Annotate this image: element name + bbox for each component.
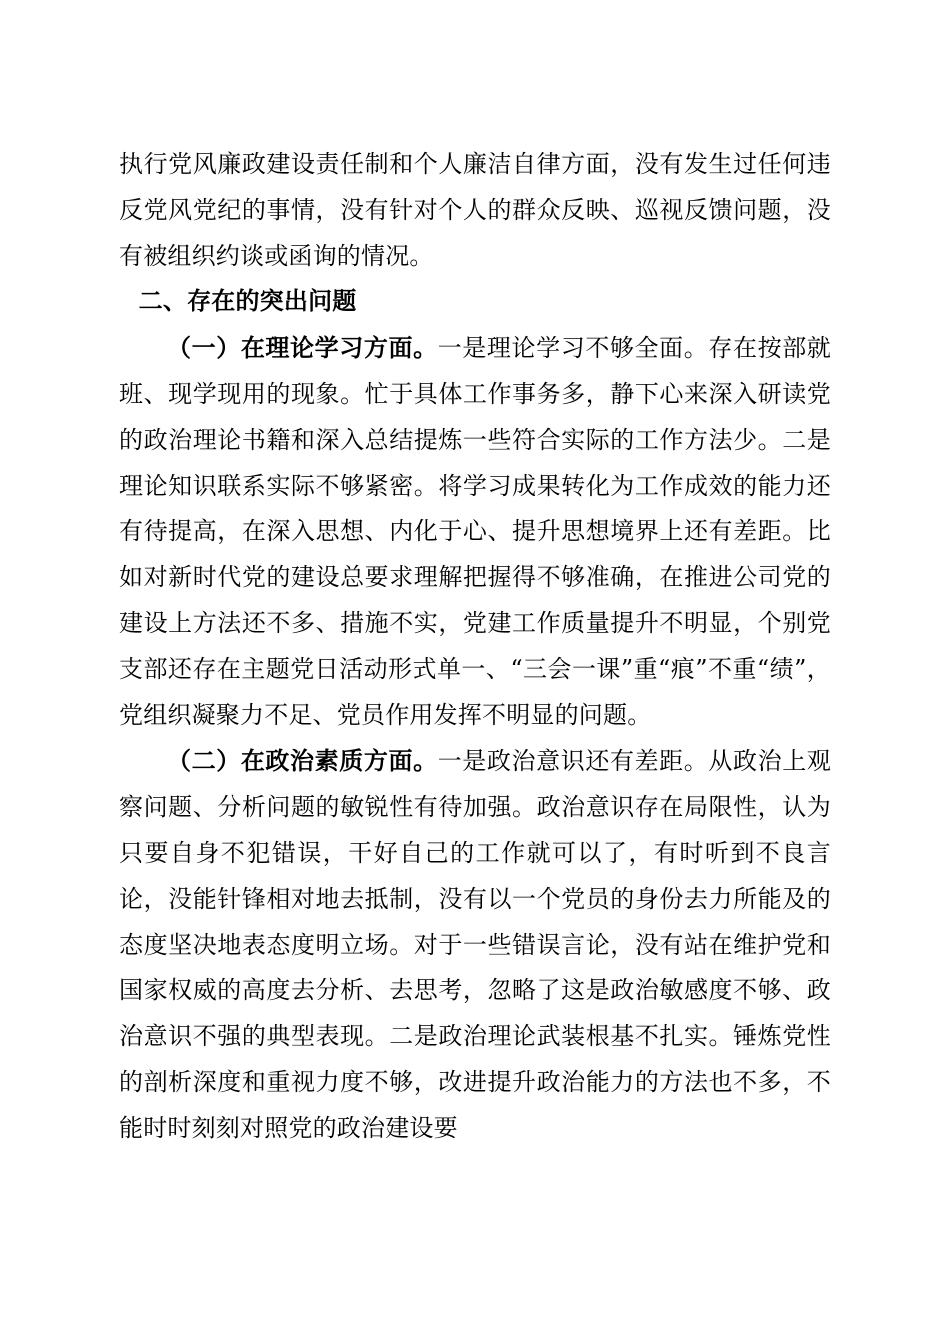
section-2-paragraph xyxy=(119,738,831,1151)
section-1-lead: （一）在理论学习方面。 xyxy=(167,333,438,363)
section-1-body: 一是理论学习不够全面。存在按部就班、现学现用的现象。忙于具体工作事务多，静下心来深入研读党的政治理论书籍和深入总结提炼一些符合实际的工作方法少。二是理论知识联系实际不够紧密。将学习成果转化为工作成效的能力还有待提高，在深入思想、内化于心、提升思想境界上还有差距。比如对新时代党的建设总要求理解把握得不够准确，在推进公司党的建设上方法还不多、措施不实，党建工作质量提升不明显，个别党支部还存在主题党日活动形式单一、“三会一课”重“痕”不重“绩”，党组织凝聚力不足、党员作用发挥不明显的问题。 xyxy=(119,334,831,729)
section-2-lead: （二）在政治素质方面。 xyxy=(167,746,438,776)
section-1-paragraph xyxy=(119,325,831,738)
intro-paragraph: 执行党风廉政建设责任制和个人廉洁自律方面，没有发生过任何违反党风党纪的事情，没有针对个人的群众反映、巡视反馈问题，没有被组织约谈或函询的情况。 xyxy=(119,150,831,270)
document-body xyxy=(119,142,831,1152)
section-heading: 二、存在的突出问题 xyxy=(138,287,357,316)
section-2-body: 一是政治意识还有差距。从政治上观察问题、分析问题的敏锐性有待加强。政治意识存在局限性，认为只要自身不犯错误，干好自己的工作就可以了，有时听到不良言论，没能针锋相对地去抵制，没有以一个党员的身份去力所能及的态度坚决地表态度明立场。对于一些错误言论，没有站在维护党和国家权威的高度去分析、去思考，忽略了这是政治敏感度不够、政治意识不强的典型表现。二是政治理论武装根基不扎实。锤炼党性的剖析深度和重视力度不够，改进提升政治能力的方法也不多，不能时时刻刻对照党的政治建设要 xyxy=(119,747,831,1142)
